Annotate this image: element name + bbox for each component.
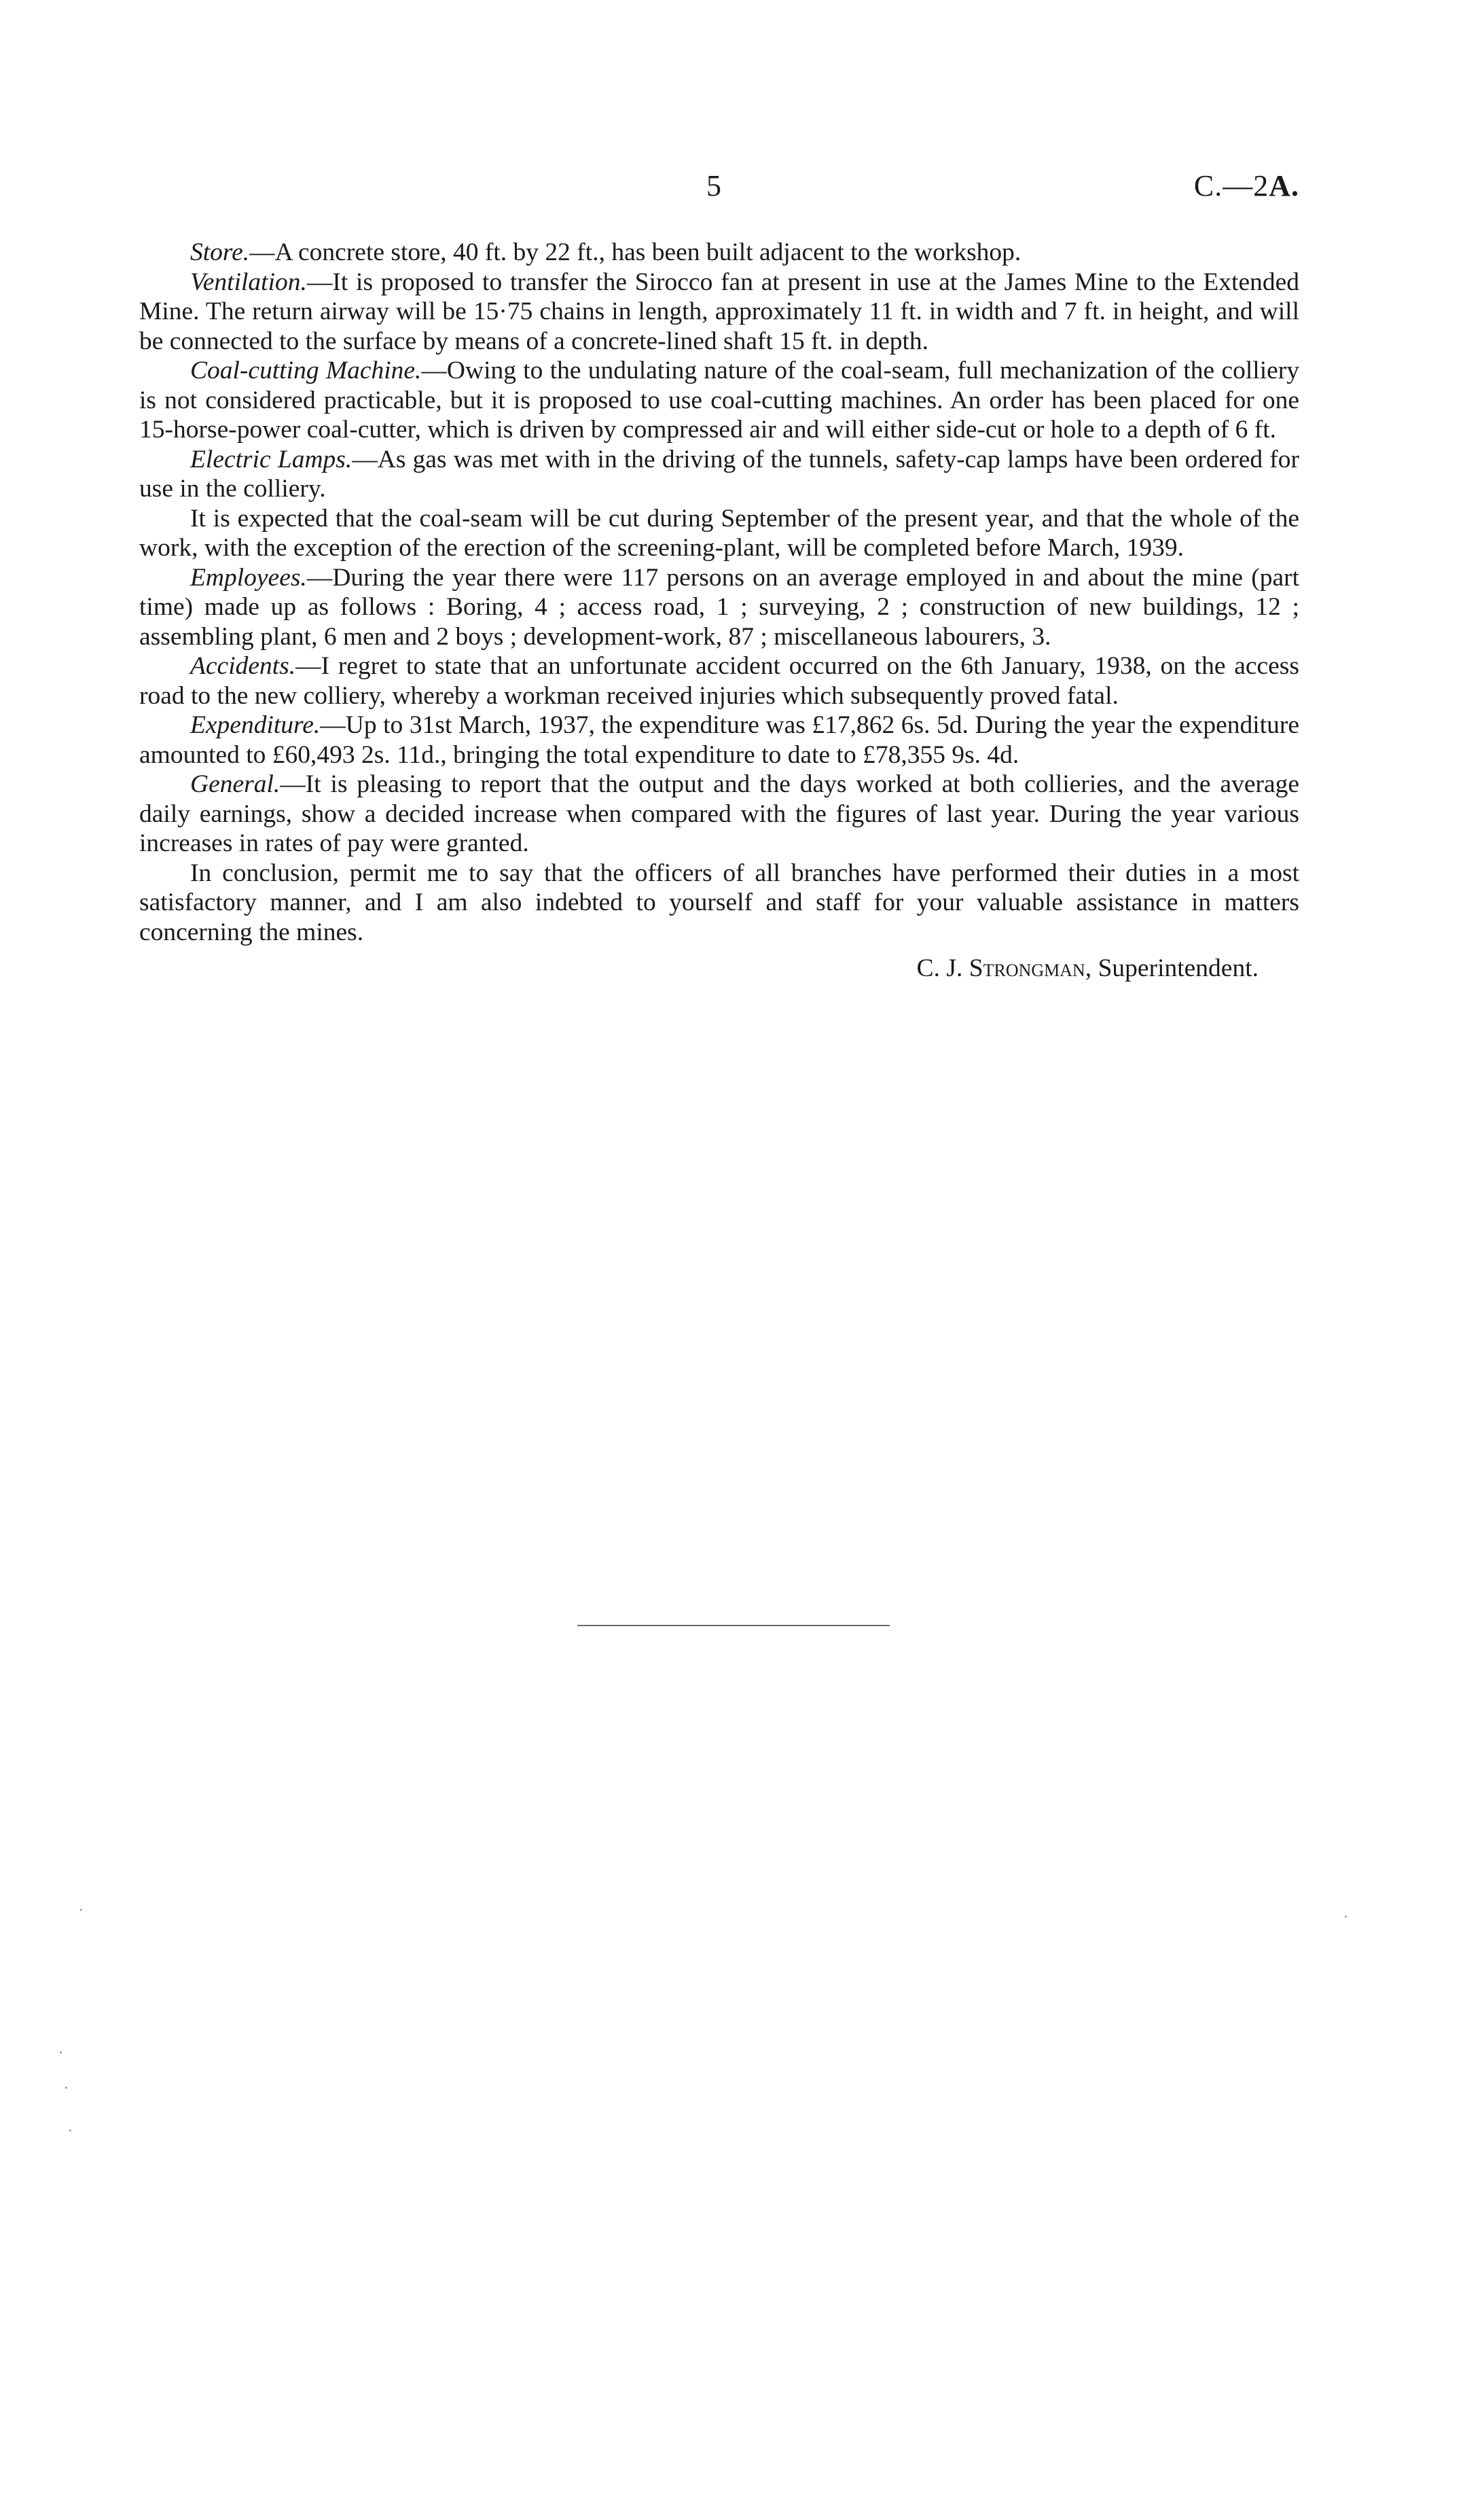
paragraph-heading: General. [190,770,280,798]
paragraph-text: —Up to 31st March, 1937, the expenditure was £17,862 6s. 5d. During the year the expenditure amounted to £60,493 2s. 11d., bringing the total expenditure to date to £78,355 9s. 4d. [139,711,1299,769]
paragraph-heading: Accidents. [190,652,296,680]
scan-speck [60,2051,62,2053]
report-body [139,238,1299,984]
paragraph-heading: Expenditure. [190,711,321,739]
paragraph-heading: Ventilation. [190,268,307,296]
paragraph-store [139,238,1299,268]
paragraph-schedule [139,504,1299,563]
signature-initials: C. J. [916,954,963,982]
paragraph-employees [139,563,1299,652]
document-reference [1194,168,1299,203]
scan-speck [69,2130,71,2132]
doc-ref-suffix: A. [1269,169,1299,202]
paragraph-text: —A concrete store, 40 ft. by 22 ft., has been built adjacent to the workshop. [249,238,1021,266]
signature-title: , Superintendent. [1085,954,1259,982]
page-header [0,168,1484,209]
closing-rule [577,1625,890,1626]
page-number: 5 [706,169,721,202]
paragraph-heading: Employees. [190,563,307,592]
scan-speck [80,1909,82,1911]
signature-line [139,954,1299,984]
signature-name: Strongman [969,954,1085,982]
paragraph-text: —I regret to state that an unfortunate accident occurred on the 6th January, 1938, on the access road to the new colliery, whereby a workman received injuries which subsequently proved fatal. [139,652,1299,710]
paragraph-accidents [139,651,1299,711]
paragraph-coal-cutting-machine [139,356,1299,445]
paragraph-heading: Electric Lamps. [190,445,352,473]
scan-speck [1345,1916,1347,1918]
paragraph-conclusion [139,859,1299,948]
paragraph-ventilation [139,268,1299,357]
paragraph-text: It is expected that the coal-seam will be cut during September of the present year, and that the whole of the work, with the exception of the erection of the screening-plant, will be completed before March, 1939. [139,504,1299,562]
paragraph-general [139,770,1299,859]
paragraph-text: In conclusion, permit me to say that the officers of all branches have performed their duties in a most satisfactory manner, and I am also indebted to yourself and staff for your valuable assistance in matters concerning the mines. [139,859,1299,946]
paragraph-heading: Coal-cutting Machine. [190,357,422,384]
paragraph-text: —It is pleasing to report that the output and the days worked at both collieries, and the average daily earnings, show a decided increase when compared with the figures of last year. During the year various increases in rates of pay were granted. [139,770,1299,857]
paragraph-text: —It is proposed to transfer the Sirocco fan at present in use at the James Mine to the Extended Mine. The return airway will be 15·75 chains in length, approximately 11 ft. in width and 7 ft. in height, and will be connected to the surface by means of a concrete-lined shaft 15 ft. in depth. [139,268,1299,355]
paragraph-text: —As gas was met with in the driving of the tunnels, safety-cap lamps have been ordered for use in the colliery. [139,445,1299,503]
doc-ref-main: C.—2 [1193,169,1269,202]
scan-speck [65,2087,67,2089]
paragraph-text: —Owing to the undulating nature of the coal-seam, full mechanization of the colliery is not considered practicable, but it is proposed to use coal-cutting machines. An order has been placed for one 15-horse-power coal-cutter, which is driven by compressed air and will either side-cut or hole to a depth of 6 ft. [139,357,1299,444]
paragraph-text: —During the year there were 117 persons on an average employed in and about the mine (part time) made up as follows : Boring, 4 ; access road, 1 ; surveying, 2 ; construction of new buildings, 12 ; assembling plant, 6 men and 2 boys ; development-work, 87 ; miscellaneous labourers, 3. [139,563,1299,651]
paragraph-electric-lamps [139,445,1299,504]
paragraph-heading: Store. [190,238,250,266]
paragraph-expenditure [139,711,1299,770]
